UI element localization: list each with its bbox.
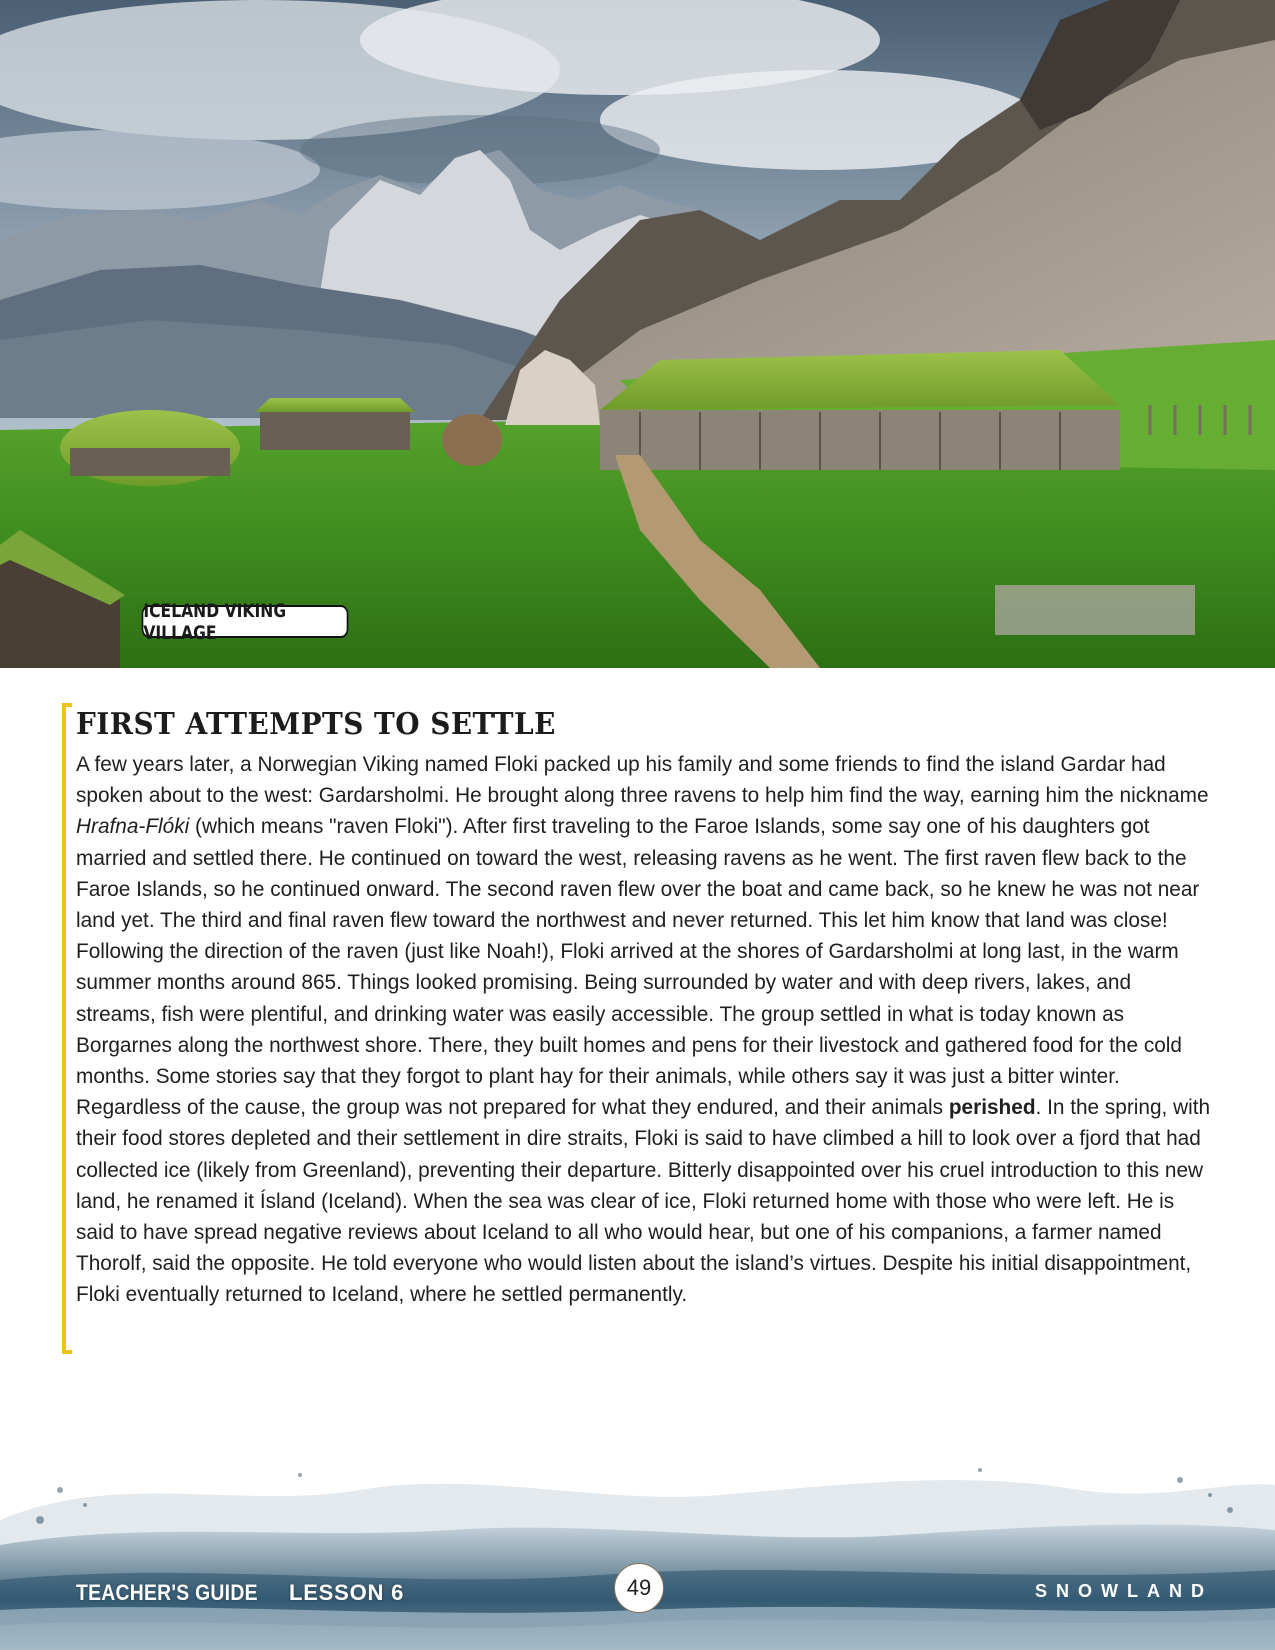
hero-photo — [0, 0, 1275, 668]
body-text-part-2: (which means "raven Floki"). After first traveling to the Faroe Islands, some say one of his daughters got married and settled there. He continued on toward the west, releasing ravens as he went. The first raven flew back to the Faroe Islands, so he continued onward. The second raven flew over the boat and came back, so he knew he was not near land yet. The third and final raven flew toward the northwest and never returned. This let him know that land was close! Following the direction of the raven (just like Noah!), Floki arrived at the shores of Gardarsholmi at long last, in the warm summer months around 865. Things looked promising. Being surrounded by water and with deep rivers, lakes, and streams, fish were plentiful, and drinking water was easily accessible. The group settled in what is today known as Borgarnes along the northwest shore. There, they built homes and pens for their livestock and gathered food for the cold months. Some stories say that they forgot to plant hay for their animals, while others say it was just a bitter winter. Regardless of the cause, the group was not prepared for what they endured, and their animals — [76, 815, 1200, 1120]
book-title: SNOWLAND — [1035, 1581, 1213, 1601]
body-bold-term: perished — [948, 1096, 1036, 1120]
article-title: FIRST ATTEMPTS TO SETTLE — [76, 707, 556, 742]
viking-village-illustration — [0, 0, 1275, 668]
accent-bracket — [62, 703, 72, 1354]
body-italic-nickname: Hrafna-Flóki — [76, 815, 190, 839]
teachers-guide-label: TEACHER'S GUIDE — [76, 1580, 258, 1605]
page-number: 49 — [614, 1563, 664, 1613]
body-text-part-1: A few years later, a Norwegian Viking named Floki packed up his family and some friends to find the island Gardar had spoken about to the west: Gardarsholmi. He brought along three ravens to help him find the way, earning him the nickname — [76, 753, 1209, 808]
lesson-label: LESSON 6 — [288, 1580, 405, 1605]
footer-guide-label — [76, 1580, 404, 1606]
watercolor-band — [0, 1450, 1275, 1650]
photo-caption-tag: ICELAND VIKING VILLAGE — [142, 605, 349, 638]
article-body — [76, 749, 1211, 1311]
page-footer — [0, 1450, 1275, 1650]
body-text-part-3: . In the spring, with their food stores depleted and their settlement in dire straits, Floki is said to have climbed a hill to look over a fjord that had collected ice (likely from Greenland), preventing their departure. Bitterly disappointed over his cruel introduction to this new land, he renamed it Ísland (Iceland). When the sea was clear of ice, Floki returned home with those who were left. He is said to have spread negative reviews about Iceland to all who would hear, but one of his companions, a farmer named Thorolf, said the opposite. He told everyone who would listen about the island’s virtues. Despite his initial disappointment, Floki eventually returned to Iceland, where he settled permanently. — [76, 1096, 1211, 1307]
article-section — [62, 703, 1212, 1355]
